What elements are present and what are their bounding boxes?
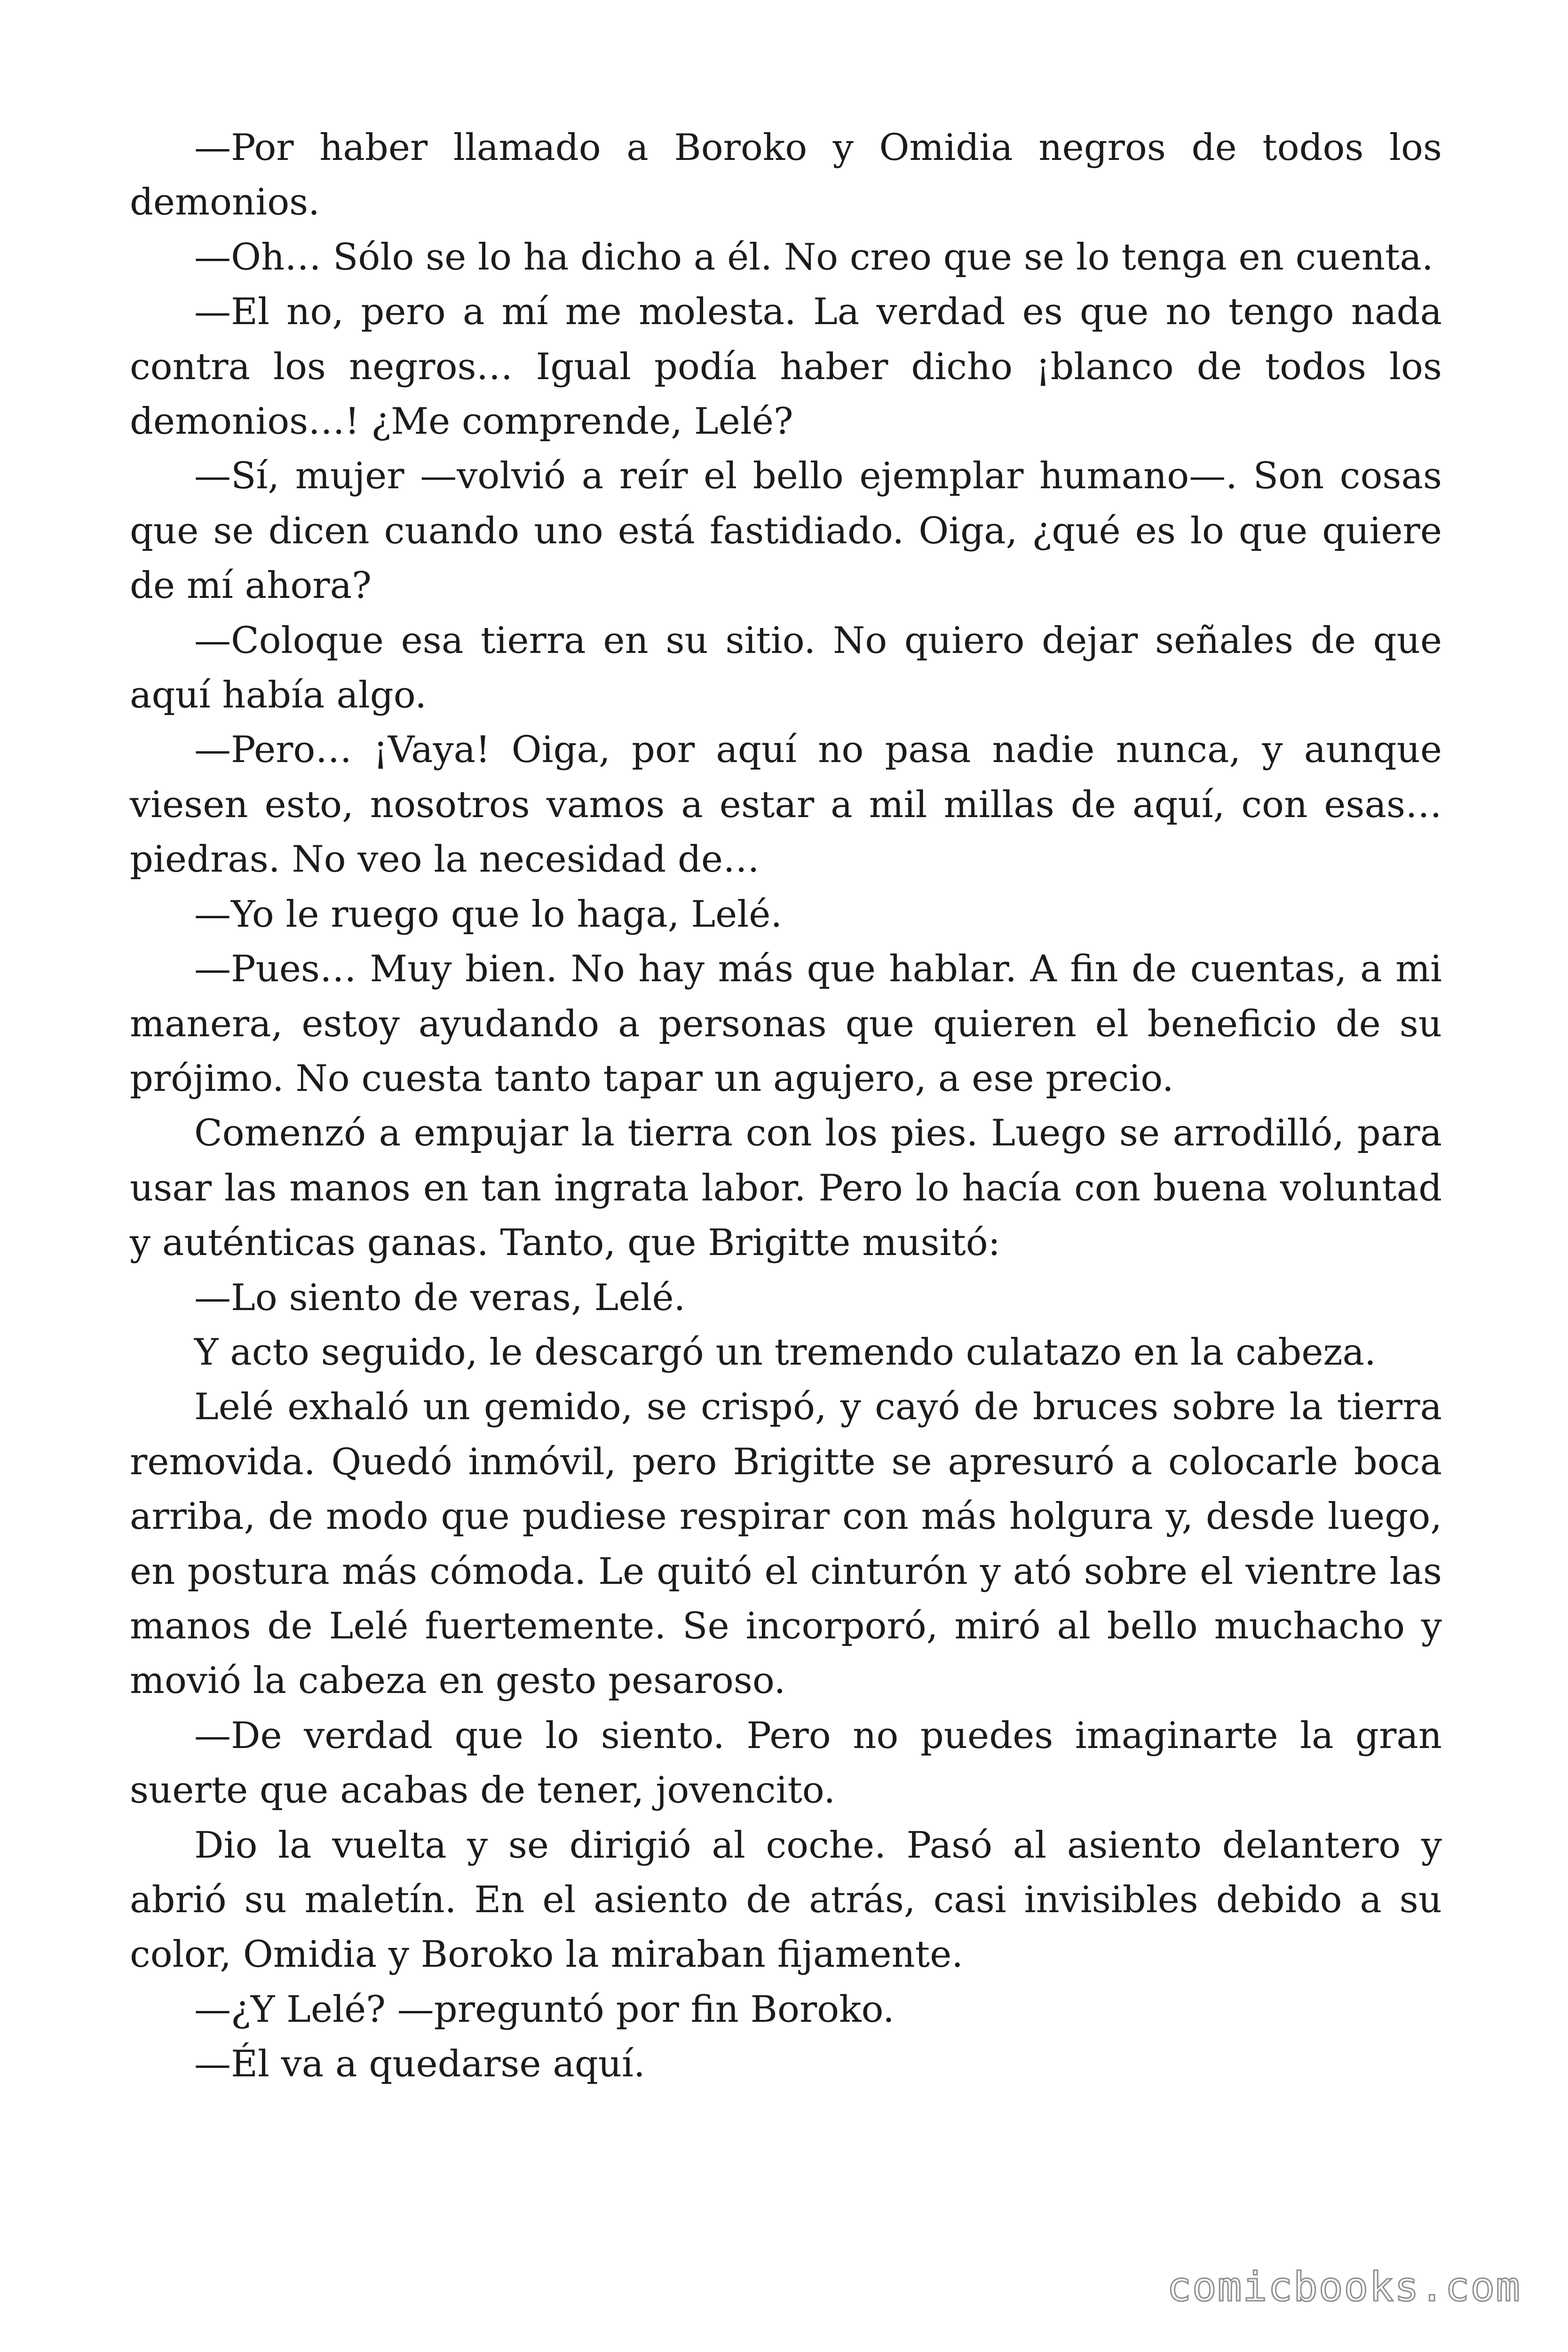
paragraph: Y acto seguido, le descargó un tremendo culatazo en la cabeza. <box>194 1331 1376 1374</box>
paragraph: Dio la vuelta y se dirigió al coche. Pasó al asiento delantero y abrió su maletín. En el asiento de atrás, casi invisibles debido a su color, Omidia y Boroko la miraban fijamente. <box>130 1824 1442 1976</box>
paragraph: —Sí, mujer —volvió a reír el bello ejemplar humano—. Son cosas que se dicen cuando uno está fastidiado. Oiga, ¿qué es lo que quiere de mí ahora? <box>130 455 1442 607</box>
paragraph: —Por haber llamado a Boroko y Omidia negros de todos los demonios. <box>130 127 1442 224</box>
paragraph: —Yo le ruego que lo haga, Lelé. <box>194 893 783 936</box>
paragraph: —Coloque esa tierra en su sitio. No quiero dejar señales de que aquí había algo. <box>130 619 1442 717</box>
paragraph: Lelé exhaló un gemido, se crispó, y cayó de bruces sobre la tierra removida. Quedó inmóvil, pero Brigitte se apresuró a colocarle boca arriba, de modo que pudiese respirar con más holgura y, desde luego, en postura más cómoda. Le quitó el cinturón y ató sobre el vientre las manos de Lelé fuertemente. Se incorporó, miró al bello muchacho y movió la cabeza en gesto pesaroso. <box>130 1386 1442 1702</box>
watermark: comicbooks.com <box>1167 2264 1521 2311</box>
paragraph: —Lo siento de veras, Lelé. <box>194 1276 686 1319</box>
paragraph: —Él va a quedarse aquí. <box>194 2043 645 2086</box>
paragraph: —Pero… ¡Vaya! Oiga, por aquí no pasa nadie nunca, y aunque viesen esto, nosotros vamos a estar a mil millas de aquí, con esas… piedras. No veo la necesidad de… <box>130 729 1442 881</box>
paragraph: —Oh… Sólo se lo ha dicho a él. No creo que se lo tenga en cuenta. <box>194 236 1433 278</box>
paragraph: —De verdad que lo siento. Pero no puedes imaginarte la gran suerte que acabas de tener, jovencito. <box>130 1714 1442 1812</box>
paragraph: —¿Y Lelé? —preguntó por fin Boroko. <box>194 1988 895 2031</box>
paragraph: —El no, pero a mí me molesta. La verdad es que no tengo nada contra los negros… Igual podía haber dicho ¡blanco de todos los demonios…! ¿Me comprende, Lelé? <box>130 291 1442 443</box>
page-text <box>130 120 1442 2092</box>
paragraph: —Pues… Muy bien. No hay más que hablar. A fin de cuentas, a mi manera, estoy ayudando a personas que quieren el beneficio de su prójimo. No cuesta tanto tapar un agujero, a ese precio. <box>130 948 1442 1100</box>
paragraph: Comenzó a empujar la tierra con los pies. Luego se arrodilló, para usar las manos en tan ingrata labor. Pero lo hacía con buena voluntad y auténticas ganas. Tanto, que Brigitte musitó: <box>130 1112 1442 1264</box>
